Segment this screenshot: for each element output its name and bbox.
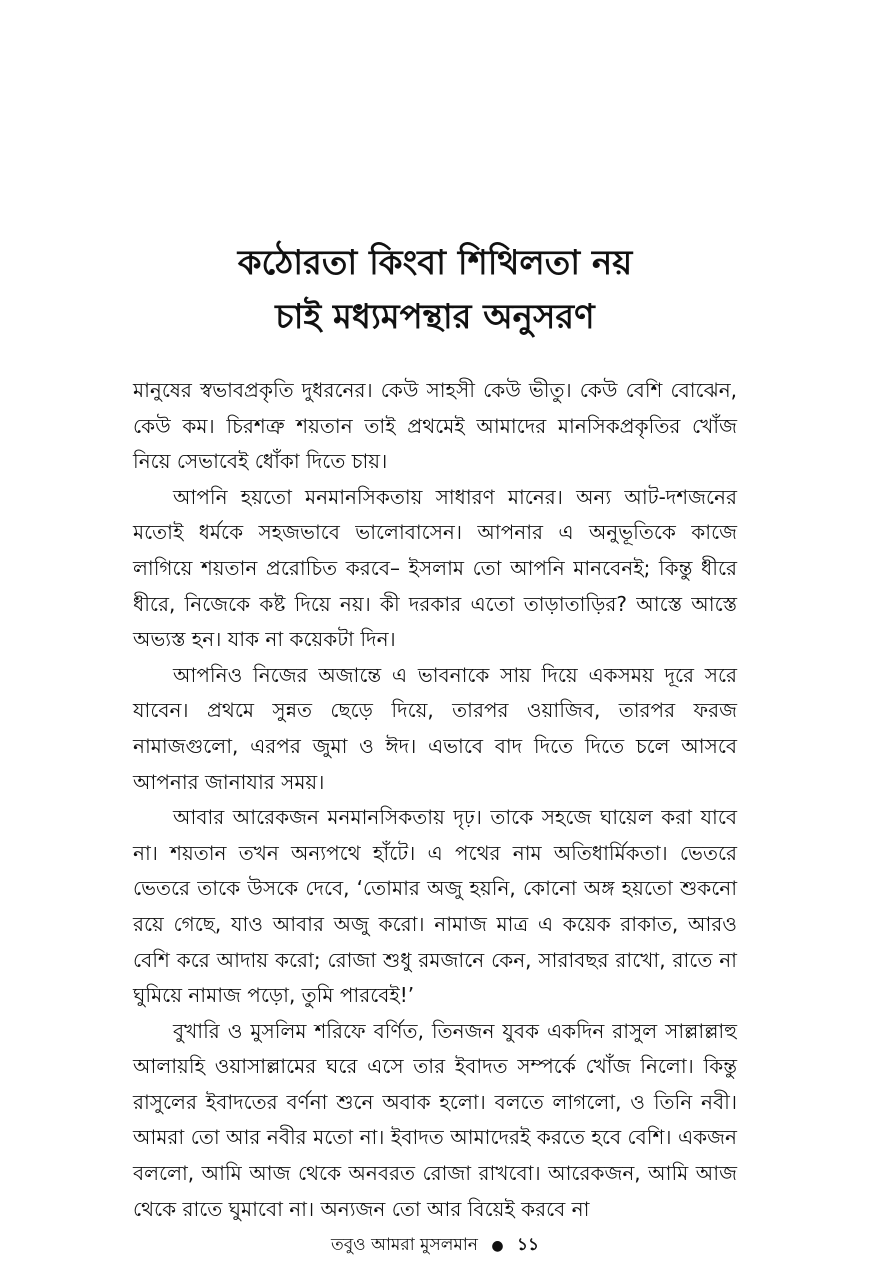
paragraph-4: আবার আরেকজন মনমানসিকতায় দৃঢ়। তাকে সহজে ঘায়েল করা যাবে না। শয়তান তখন অন্যপথে হাঁটে। এ পথের নাম অতিধার্মিকতা। ভেতরে ভেতরে তাকে উসকে দেবে, ‘তোমার অজু হয়নি, কোনো অঙ্গ হয়তো শুকনো রয়ে গেছে, যাও আবার অজু করো। নামাজ মাত্র এ কয়েক রাকাত, আরও বেশি করে আদায় করো; রোজা শুধু রমজানে কেন, সারাবছর রাখো, রাতে না ঘুমিয়ে নামাজ পড়ো, তুমি পারবেই!’: [133, 805, 737, 1008]
chapter-title: [0, 236, 870, 344]
paragraph-1: মানুষের স্বভাবপ্রকৃতি দুধরনের। কেউ সাহসী কেউ ভীতু। কেউ বেশি বোঝেন, কেউ কম। চিরশত্রু শয়তান তাই প্রথমেই আমাদের মানসিকপ্রকৃতির খোঁজ নিয়ে সেভাবেই ধোঁকা দিতে চায়।: [133, 378, 737, 474]
chapter-title-line-1: কঠোরতা কিংবা শিথিলতা নয়: [237, 243, 633, 283]
page-footer: [0, 1233, 870, 1258]
footer-book-title: তবুও আমরা মুসলমান: [330, 1235, 478, 1255]
paragraph-5: বুখারি ও মুসলিম শরিফে বর্ণিত, তিনজন যুবক একদিন রাসুল সাল্লাল্লাহু আলায়হি ওয়াসাল্লামের ঘরে এসে তার ইবাদত সম্পর্কে খোঁজ নিলো। কিন্তু রাসুলের ইবাদতের বর্ণনা শুনে অবাক হলো। বলতে লাগলো, ও তিনি নবী। আমরা তো আর নবীর মতো না। ইবাদত আমাদেরই করতে হবে বেশি। একজন বললো, আমি আজ থেকে অনবরত রোজা রাখবো। আরেকজন, আমি আজ থেকে রাতে ঘুমাবো না। অন্যজন তো আর বিয়েই করবে না: [133, 1018, 737, 1221]
body-text: [133, 373, 737, 1227]
chapter-title-line-2: চাই মধ্যমপন্থার অনুসরণ: [275, 297, 595, 337]
paragraph-3: আপনিও নিজের অজান্তে এ ভাবনাকে সায় দিয়ে একসময় দূরে সরে যাবেন। প্রথমে সুন্নত ছেড়ে দিয়ে, তারপর ওয়াজিব, তারপর ফরজ নামাজগুলো, এরপর জুমা ও ঈদ। এভাবে বাদ দিতে দিতে চলে আসবে আপনার জানাযার সময়।: [133, 662, 737, 794]
page-number: ১১: [516, 1235, 540, 1255]
paragraph-2: আপনি হয়তো মনমানসিকতায় সাধারণ মানের। অন্য আট-দশজনের মতোই ধর্মকে সহজভাবে ভালোবাসেন। আপনার এ অনুভূতিকে কাজে লাগিয়ে শয়তান প্ররোচিত করবে– ইসলাম তো আপনি মানবেনই; কিন্তু ধীরে ধীরে, নিজেকে কষ্ট দিয়ে নয়। কী দরকার এতো তাড়াতাড়ির? আস্তে আস্তে অভ্যস্ত হন। যাক না কয়েকটা দিন।: [133, 484, 737, 652]
footer-bullet: ●: [491, 1238, 504, 1254]
